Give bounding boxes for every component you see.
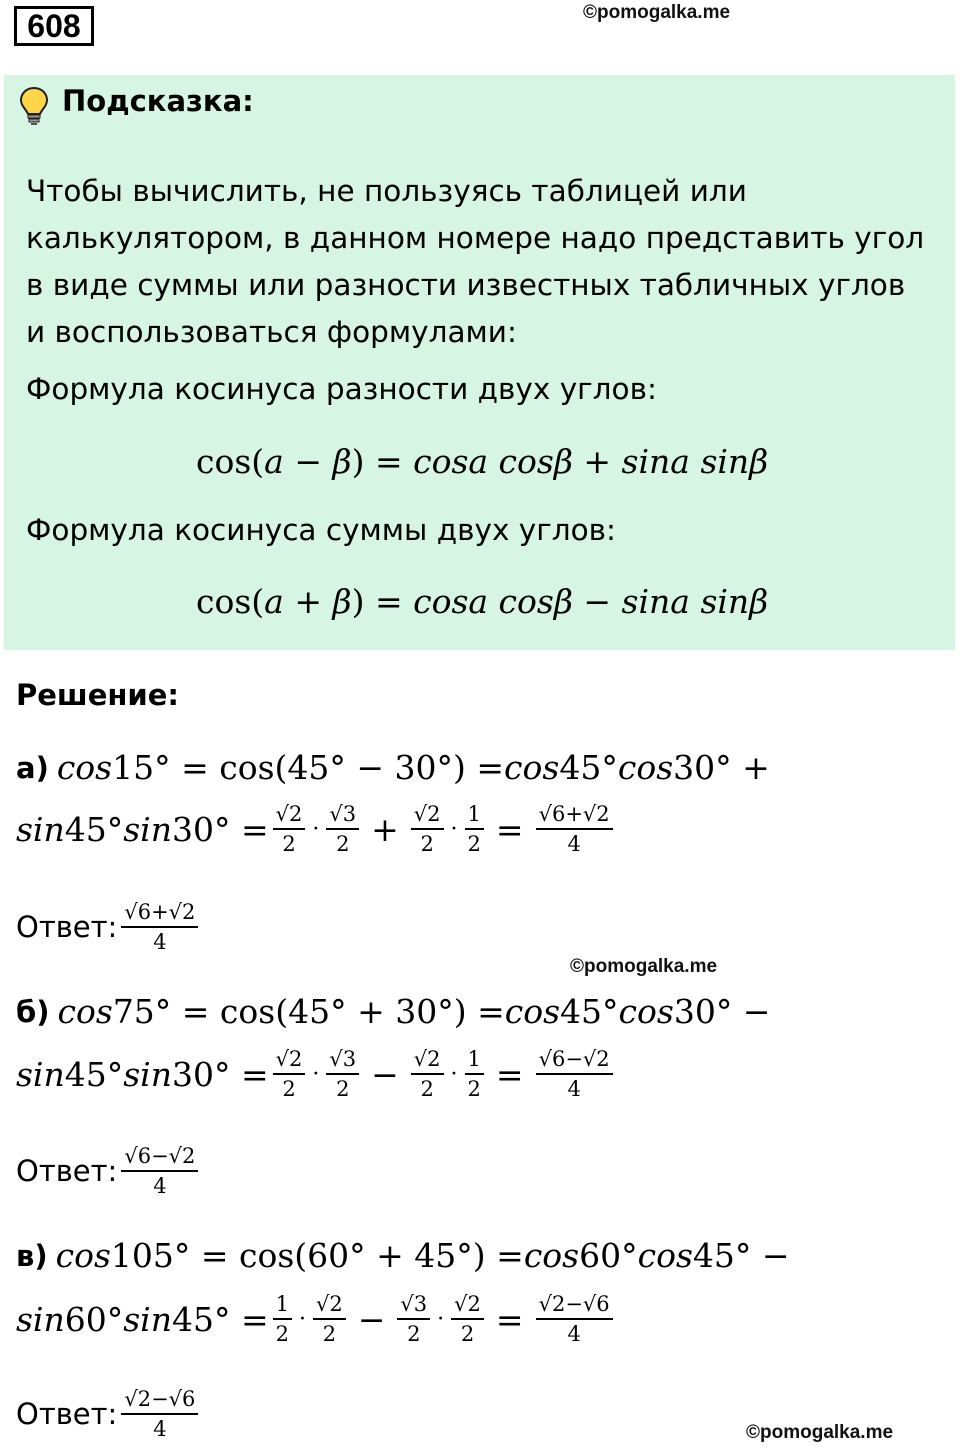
- lightbulb-icon: [18, 86, 50, 126]
- solution-title: Решение:: [16, 678, 180, 712]
- watermark: ©pomogalka.me: [583, 2, 731, 23]
- hint-box: [4, 75, 955, 650]
- fraction: $\frac{√2}{2}$: [411, 1045, 444, 1103]
- part-b-line1: б) cos 75° = cos(45° + 30°) = cos 45° cos 30° −: [16, 992, 771, 1031]
- fraction: $\frac{√6-√2}{4}$: [536, 1045, 613, 1103]
- part-a-answer: Ответ: $\frac{√6+√2}{4}$: [16, 898, 202, 956]
- answer-fraction: $\frac{√6+√2}{4}$: [121, 898, 198, 956]
- hint-paragraph: Чтобы вычислить, не пользуясь таблицей или калькулятором, в данном номере надо представить угол в виде суммы или разности известных табличных углов и воспользоваться формулами:: [26, 174, 925, 349]
- fraction: $\frac{√6+√2}{4}$: [536, 800, 613, 858]
- part-b-line2: sin 45° sin 30° = $\frac{√2}{2}$ · $\frac{√3}{2}$ − $\frac{√2}{2}$ · $\frac{1}{2}$ = $\frac{√6-√2}{4}$: [16, 1045, 617, 1103]
- fraction: $\frac{√2}{2}$: [313, 1290, 346, 1348]
- problem-number: 608: [14, 6, 94, 46]
- answer-fraction: $\frac{√6-√2}{4}$: [121, 1142, 198, 1200]
- fraction: $\frac{√3}{2}$: [326, 800, 359, 858]
- fraction: $\frac{1}{2}$: [465, 1045, 484, 1103]
- part-c-line2: sin 60° sin 45° = $\frac{1}{2}$ · $\frac{√2}{2}$ − $\frac{√3}{2}$ · $\frac{√2}{2}$ = $\frac{√2-√6}{4}$: [16, 1290, 617, 1348]
- fraction: $\frac{1}{2}$: [273, 1290, 292, 1348]
- part-a-line1: а) cos 15° = cos(45° − 30°) = cos 45° cos 30° +: [16, 748, 770, 787]
- hint-title: Подсказка:: [62, 84, 254, 118]
- part-c-answer: Ответ: $\frac{√2-√6}{4}$: [16, 1385, 202, 1443]
- sum-formula-label: Формула косинуса суммы двух углов:: [26, 513, 616, 547]
- fraction: $\frac{√2}{2}$: [273, 800, 306, 858]
- fraction: $\frac{√2}{2}$: [411, 800, 444, 858]
- part-c-line1: в) cos 105° = cos(60° + 45°) = cos 60° cos 45° −: [16, 1236, 790, 1275]
- fraction: $\frac{√2-√6}{4}$: [536, 1290, 613, 1348]
- fraction: $\frac{√2}{2}$: [273, 1045, 306, 1103]
- fraction: $\frac{√2}{2}$: [451, 1290, 484, 1348]
- fraction: $\frac{1}{2}$: [465, 800, 484, 858]
- fraction: $\frac{√3}{2}$: [326, 1045, 359, 1103]
- watermark: ©pomogalka.me: [570, 956, 718, 977]
- part-a-line2: sin 45° sin 30° = $\frac{√2}{2}$ · $\frac{√3}{2}$ + $\frac{√2}{2}$ · $\frac{1}{2}$ = $\frac{√6+√2}{4}$: [16, 800, 617, 858]
- diff-formula-label: Формула косинуса разности двух углов:: [26, 372, 657, 406]
- diff-formula: cos(a − β) = cosa cosβ + sina sinβ: [196, 442, 769, 481]
- watermark: ©pomogalka.me: [746, 1422, 894, 1443]
- sum-formula: cos(a + β) = cosa cosβ − sina sinβ: [196, 582, 769, 621]
- answer-fraction: $\frac{√2-√6}{4}$: [121, 1385, 198, 1443]
- fraction: $\frac{√3}{2}$: [397, 1290, 430, 1348]
- part-b-answer: Ответ: $\frac{√6-√2}{4}$: [16, 1142, 202, 1200]
